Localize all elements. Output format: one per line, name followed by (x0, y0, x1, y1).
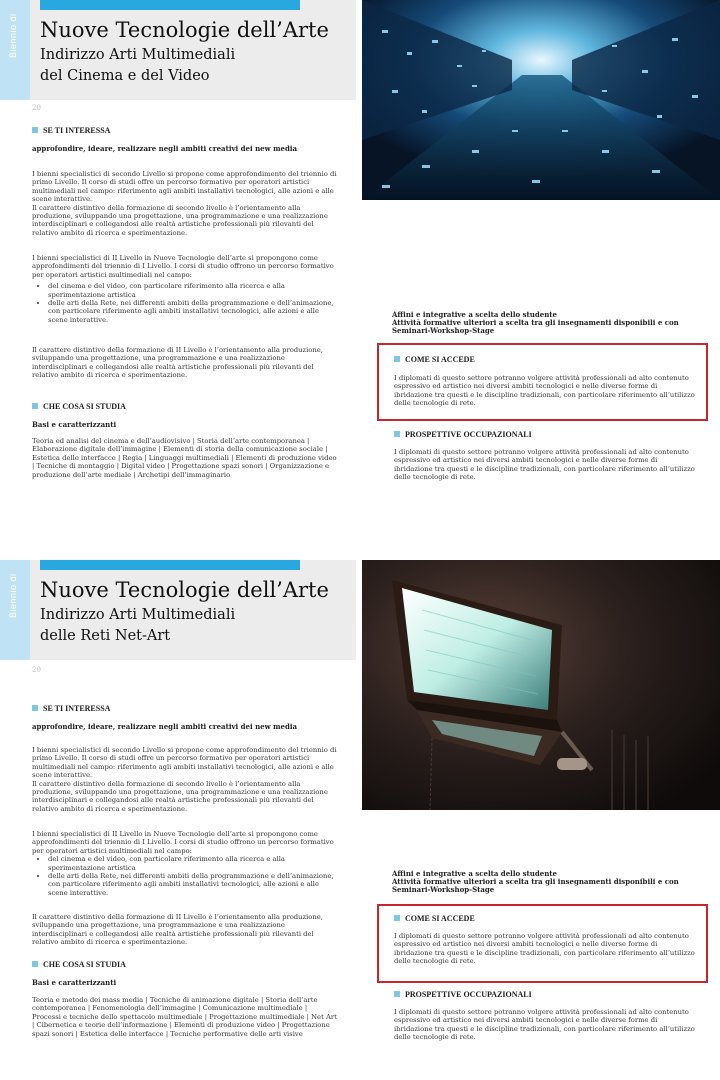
study-courses-text: Teoria ed analisi del cinema e dell’audiovisivo | Storia dell’arte contemporanea | Elaborazione digitale dell’immagine | Elementi di storia della comunicazione sociale | Estetica delle interfacce | Regia | Linguaggi multimediali | Elementi di produzione video | Tecniche di montaggio | Digital video | Progettazione spazi sonori | Organizzazione e produzione dell’arte mediale | Archetipi dell’immaginario (32, 437, 337, 479)
intro-text-block (32, 170, 338, 237)
accent-bar (40, 560, 300, 570)
side-tab (0, 560, 30, 660)
section-heading-text: COME SI ACCEDE (405, 355, 475, 364)
affini-description: Attività formative ulteriori a scelta tra gli insegnamenti disponibili e con Seminari-Workshop-Stage (392, 877, 679, 894)
list-item: • del cinema e del video, con particolare riferimento alla ricerca e alla sperimentazione artistica (48, 282, 338, 299)
interest-lead: approfondire, ideare, realizzare negli ambiti creativi dei new media (32, 144, 298, 153)
orientation-text: Il carattere distintivo della formazione di II Livello è l’orientamento alla produzione, sviluppando una progettazione, una programmazione e una realizzazione interdisciplinari e collegandosi alle realtà artistiche professionali più rilevanti del relativo ambito di ricerca e sperimentazione. (32, 346, 323, 380)
detail-paragraph: I bienni specialistici di II Livello in Nuove Tecnologie dell’arte si propongono come approfondimenti del triennio di I Livello. I corsi di studio offrono un percorso formativo per operatori artistici multimediali nel campo: (32, 830, 334, 855)
page-subtitle: Indirizzo Arti Multimediali (40, 607, 236, 623)
lit-window-installation-photo (362, 560, 720, 810)
page-tick: 20 (32, 104, 41, 112)
side-tab-label: Biennio di (8, 13, 18, 58)
page-title: Nuove Tecnologie dell’Arte (40, 578, 329, 602)
section-heading-jobs (394, 430, 532, 439)
detail-text-block (32, 254, 338, 324)
affini-heading: Affini e integrative a scelta dello studente (392, 310, 557, 319)
section-heading-interest (32, 126, 110, 135)
study-subheading: Basi e caratterizzanti (32, 420, 117, 429)
section-heading-text: CHE COSA SI STUDIA (43, 402, 126, 411)
section-heading-text: CHE COSA SI STUDIA (43, 960, 126, 969)
section-heading-text: SE TI INTERESSA (43, 704, 111, 713)
bullet-list (32, 855, 338, 897)
section-heading-interest (32, 704, 110, 713)
affini-heading: Affini e integrative a scelta dello studente (392, 869, 557, 878)
section-heading-jobs (394, 990, 532, 999)
side-tab (0, 0, 30, 100)
affini-description: Attività formative ulteriori a scelta tra gli insegnamenti disponibili e con Seminari-Workshop-Stage (392, 318, 679, 335)
orientation-text: Il carattere distintivo della formazione di II Livello è l’orientamento alla produzione, sviluppando una progettazione, una programmazione e una realizzazione interdisciplinari e collegandosi alle realtà artistiche professionali più rilevanti del relativo ambito di ricerca e sperimentazione. (32, 913, 323, 947)
lit-window-installation-image (362, 560, 720, 810)
page-subtitle: Indirizzo Arti Multimediali (40, 47, 236, 63)
study-courses-text: Teoria e metodo dei mass media | Tecniche di animazione digitale | Storia dell’arte contemporanea | Fenomenologia dell’immagine | Comunicazione multimediale | Processi e tecniche dello spettacolo multimediale | Progettazione multimediale | Net Art | Cibernetica e teorie dell’informazione | Elementi di produzione video | Progettazione spazi sonori | Estetica delle interfacce | Tecniche performative delle arti visive (32, 996, 337, 1038)
page-tick: 20 (32, 666, 41, 674)
heading-marker (32, 705, 38, 711)
side-tab-label: Biennio di (8, 573, 18, 618)
bullet-list (32, 282, 338, 324)
list-item: • del cinema e del video, con particolare riferimento alla ricerca e alla sperimentazione artistica (48, 855, 338, 872)
brochure-page-cinema-video (0, 0, 720, 520)
section-heading-study (32, 960, 126, 969)
heading-marker (394, 915, 400, 921)
intro-text-block (32, 746, 338, 813)
section-heading-access (394, 914, 475, 923)
digital-grid-tunnel-photo (362, 0, 720, 200)
interest-lead: approfondire, ideare, realizzare negli ambiti creativi dei new media (32, 722, 298, 731)
heading-marker (394, 991, 400, 997)
jobs-text: I diplomati di questo settore potranno volgere attività professionali ad alto contenuto espressivo ed artistico nei diversi ambiti tecnologici e nelle diverse forme di ibridazione tra questi e le discipline tradizionali, con particolare riferimento all’utilizzo delle tecnologie di rete. (394, 1008, 695, 1042)
jobs-text: I diplomati di questo settore potranno volgere attività professionali ad alto contenuto espressivo ed artistico nei diversi ambiti tecnologici e nelle diverse forme di ibridazione tra questi e le discipline tradizionali, con particolare riferimento all’utilizzo delle tecnologie di rete. (394, 448, 695, 482)
digital-grid-tunnel-image (362, 0, 720, 200)
intro-paragraph: I bienni specialistici di secondo Livello si propone come approfondimento del triennio di primo Livello. Il corso di studi offre un percorso formativo per operatori artistici multimediali nel campo: riferimento agli ambiti installativi tecnologici, alle azioni e alle scene interattive. (32, 746, 337, 780)
section-heading-text: PROSPETTIVE OCCUPAZIONALI (405, 430, 532, 439)
section-heading-text: PROSPETTIVE OCCUPAZIONALI (405, 990, 532, 999)
intro-paragraph: Il carattere distintivo della formazione di secondo livello è l’orientamento alla produzione, sviluppando una progettazione, una programmazione e una realizzazione interdisciplinari e collegandosi alle realtà artistiche professionali più rilevanti del relativo ambito di ricerca e sperimentazione. (32, 203, 328, 237)
detail-paragraph: I bienni specialistici di II Livello in Nuove Tecnologie dell’arte si propongono come approfondimenti del triennio di I Livello. I corsi di studio offrono un percorso formativo per operatori artistici multimediali nel campo: (32, 254, 334, 279)
section-heading-text: SE TI INTERESSA (43, 126, 111, 135)
heading-marker (394, 431, 400, 437)
intro-paragraph: I bienni specialistici di secondo Livello si propone come approfondimento del triennio di primo Livello. Il corso di studi offre un percorso formativo per operatori artistici multimediali nel campo: riferimento agli ambiti installativi tecnologici, alle azioni e alle scene interattive. (32, 170, 337, 204)
section-heading-access (394, 355, 475, 364)
brochure-page-net-art (0, 560, 720, 1080)
section-heading-study (32, 402, 126, 411)
heading-marker (32, 961, 38, 967)
access-text: I diplomati di questo settore potranno volgere attività professionali ad alto contenuto espressivo ed artistico nei diversi ambiti tecnologici e nelle diverse forme di ibridazione tra questi e le discipline tradizionali, con particolare riferimento all’utilizzo delle tecnologie di rete. (394, 374, 695, 408)
page-title: Nuove Tecnologie dell’Arte (40, 18, 329, 42)
intro-paragraph: Il carattere distintivo della formazione di secondo livello è l’orientamento alla produzione, sviluppando una progettazione, una programmazione e una realizzazione interdisciplinari e collegandosi alle realtà artistiche professionali più rilevanti del relativo ambito di ricerca e sperimentazione. (32, 779, 328, 813)
study-subheading: Basi e caratterizzanti (32, 978, 117, 987)
detail-text-block (32, 830, 338, 897)
page-separator (0, 520, 720, 560)
heading-marker (32, 403, 38, 409)
page-subtitle-course: delle Reti Net-Art (40, 628, 171, 644)
list-item: • delle arti della Rete, nei differenti ambiti della programmazione e dell’animazione, con particolare riferimento agli ambiti installativi tecnologici, alle azioni e alle scene interattive. (48, 299, 338, 324)
page-subtitle-course: del Cinema e del Video (40, 68, 210, 84)
list-item: • delle arti della Rete, nei differenti ambiti della programmazione e dell’animazione, con particolare riferimento agli ambiti installativi tecnologici, alle azioni e alle scene interattive. (48, 872, 338, 897)
section-heading-text: COME SI ACCEDE (405, 914, 475, 923)
accent-bar (40, 0, 300, 10)
access-text: I diplomati di questo settore potranno volgere attività professionali ad alto contenuto espressivo ed artistico nei diversi ambiti tecnologici e nelle diverse forme di ibridazione tra questi e le discipline tradizionali, con particolare riferimento all’utilizzo delle tecnologie di rete. (394, 932, 695, 966)
heading-marker (32, 127, 38, 133)
heading-marker (394, 356, 400, 362)
